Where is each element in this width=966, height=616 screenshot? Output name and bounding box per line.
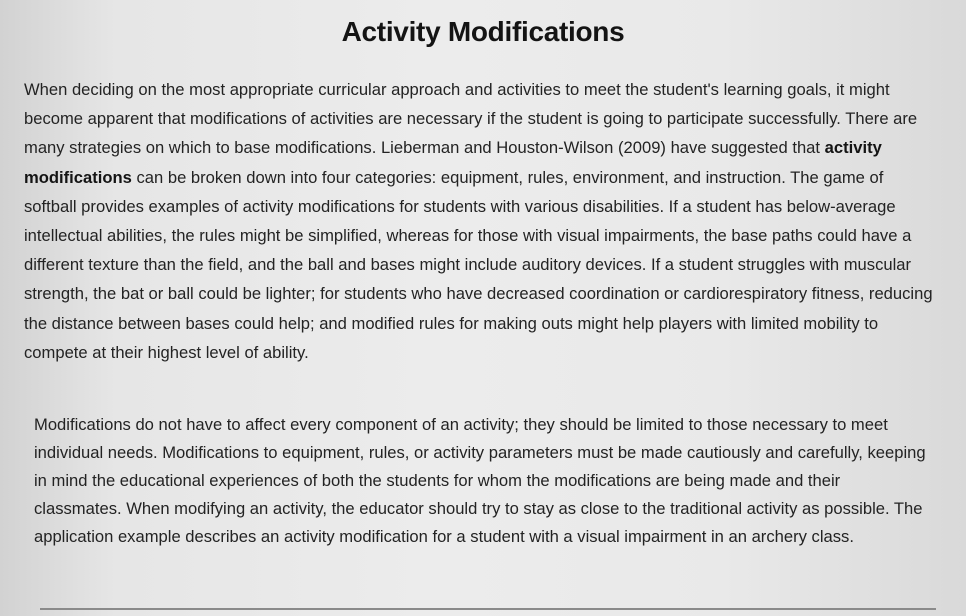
paragraph-2: Modifications do not have to affect every component of an activity; they should be limited to those necessary to meet individual needs. Modifications to equipment, rules, or activity parameters must be made cautiously and carefully, keeping in mind the educational experiences of both the students for whom the modifications are being made and their classmates. When modifying an activity, the educator should try to stay as close to the traditional activity as possible. The application example describes an activity modification for a student with a visual impairment in an archery class. — [34, 415, 926, 546]
bottom-divider — [40, 608, 936, 610]
paragraph-1 — [24, 75, 939, 367]
paragraph-1-text-end: can be broken down into four categories: equipment, rules, environment, and instruction. The game of softball provides examples of activity modifications for students with various disabilities. If a student has below-average intellectual abilities, the rules might be simplified, whereas for those with visual impairments, the base paths could have a different texture than the field, and the ball and bases might include auditory devices. If a student struggles with muscular strength, the bat or ball could be lighter; for students who have decreased coordination or cardiorespiratory fitness, reducing the distance between bases could help; and modified rules for making outs might help players with limited mobility to compete at their highest level of ability. — [24, 167, 933, 362]
paragraph-1-text-start: When deciding on the most appropriate curricular approach and activities to meet the student's learning goals, it might become apparent that modifications of activities are necessary if the student is going to participate successfully. There are many strategies on which to base modifications. Lieberman and Houston-Wilson (2009) have suggested that — [24, 80, 918, 158]
bold-term-activity-modifications: activity modifications — [24, 138, 882, 187]
page-title: Activity Modifications — [341, 16, 625, 47]
